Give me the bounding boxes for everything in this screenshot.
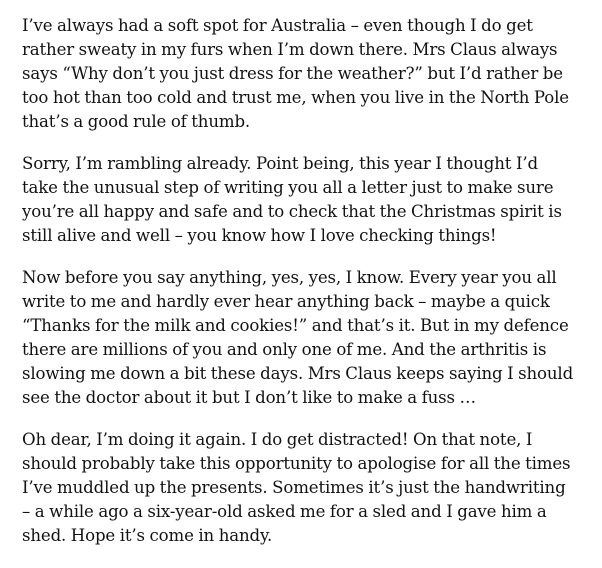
paragraph-rambling: Sorry, I’m rambling already. Point being, this year I thought I’d take the unusual step of writing you all a letter just to make sure you’re all happy and safe and to check that the Christmas spirit is still alive and well – you know how I love checking things! xyxy=(22,154,562,245)
article-body xyxy=(22,14,574,548)
paragraph-write-back: Now before you say anything, yes, yes, I know. Every year you all write to me and hardly ever hear anything back – maybe a quick “Thanks for the milk and cookies!” and that’s it. But in my defence there are millions of you and only one of me. And the arthritis is slowing me down a bit these days. Mrs Claus keeps saying I should see the doctor about it but I don’t like to make a fuss … xyxy=(22,268,574,407)
paragraph-australia: I’ve always had a soft spot for Australia – even though I do get rather sweaty in my furs when I’m down there. Mrs Claus always says “Why don’t you just dress for the weather?” but I’d rather be too hot than too cold and trust me, when you live in the North Pole that’s a good rule of thumb. xyxy=(22,16,569,131)
paragraph-presents: Oh dear, I’m doing it again. I do get distracted! On that note, I should probably take this opportunity to apologise for all the times I’ve muddled up the presents. Sometimes it’s just the handwriting – a while ago a six-year-old asked me for a sled and I gave him a shed. Hope it’s come in handy. xyxy=(22,430,571,545)
